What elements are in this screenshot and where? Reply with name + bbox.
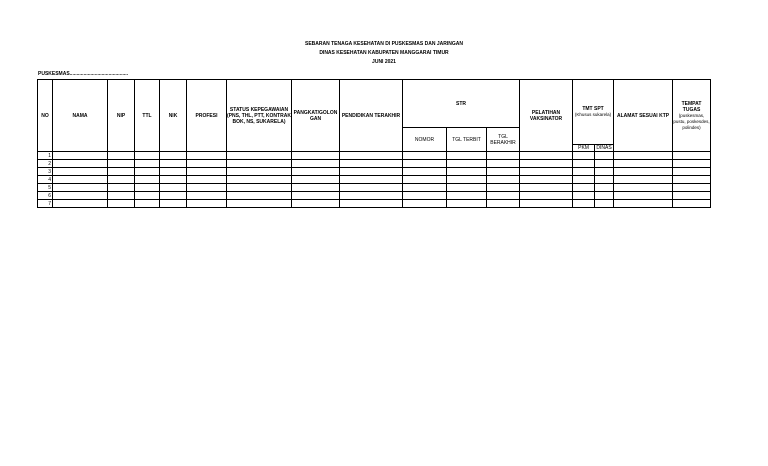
table-cell: [227, 192, 292, 200]
table-cell: [403, 200, 447, 208]
col-nama: NAMA: [53, 80, 108, 152]
table-cell: [292, 184, 340, 192]
table-cell: [108, 200, 135, 208]
table-row: [38, 160, 711, 168]
table-cell: [187, 200, 227, 208]
table-cell: [595, 192, 614, 200]
table-cell: [160, 160, 187, 168]
table-cell: [520, 200, 573, 208]
table-cell: [447, 152, 487, 160]
table-cell: [520, 168, 573, 176]
table-cell: [160, 184, 187, 192]
table-row: [38, 192, 711, 200]
table-cell: [447, 192, 487, 200]
table-cell: [487, 168, 520, 176]
table-cell: [292, 160, 340, 168]
table-cell: [673, 200, 711, 208]
table-cell: [614, 184, 673, 192]
table-cell: [595, 200, 614, 208]
table-cell: [403, 176, 447, 184]
col-pelatihan: PELATIHAN VAKSINATOR: [520, 80, 573, 152]
table-cell: [160, 168, 187, 176]
table-cell: [108, 168, 135, 176]
table-cell: [135, 176, 160, 184]
table-cell: [53, 152, 108, 160]
table-cell: [573, 168, 595, 176]
table-cell: [135, 160, 160, 168]
table-cell: [447, 168, 487, 176]
table-cell: [160, 176, 187, 184]
table-cell: [614, 152, 673, 160]
table-row: [38, 168, 711, 176]
tmt-spt-label: TMT SPT: [582, 106, 604, 112]
table-cell: [135, 184, 160, 192]
table-cell: [108, 192, 135, 200]
table-cell: [595, 184, 614, 192]
col-str-tgl-terbit: TGL TERBIT: [447, 128, 487, 152]
table-cell: [108, 160, 135, 168]
table-cell: [487, 152, 520, 160]
table-cell: [227, 152, 292, 160]
table-cell: [614, 200, 673, 208]
table-cell: [403, 184, 447, 192]
row-number: 1: [38, 152, 53, 160]
table-cell: [160, 200, 187, 208]
table-cell: [340, 184, 403, 192]
table-cell: [447, 184, 487, 192]
table-cell: [573, 200, 595, 208]
table-cell: [340, 152, 403, 160]
table-cell: [520, 176, 573, 184]
table-cell: [135, 200, 160, 208]
table-cell: [673, 160, 711, 168]
table-cell: [187, 184, 227, 192]
col-no: NO: [38, 80, 53, 152]
table-cell: [187, 176, 227, 184]
table-cell: [520, 192, 573, 200]
report-title: SEBARAN TENAGA KESEHATAN DI PUSKESMAS DAN JARINGAN: [305, 41, 463, 47]
table-cell: [135, 168, 160, 176]
table-cell: [487, 160, 520, 168]
table-cell: [573, 192, 595, 200]
table-cell: [53, 176, 108, 184]
table-cell: [673, 176, 711, 184]
col-pendidikan: PENDIDIKAN TERAKHIR: [340, 80, 403, 152]
col-str-tgl-berakhir: TGL BERAKHIR: [487, 128, 520, 152]
table-cell: [227, 184, 292, 192]
tmt-spt-note: (Khusus sukarela): [574, 112, 612, 117]
col-ttl: TTL: [135, 80, 160, 152]
col-status: STATUS KEPEGAWAIAN (PNS, THL, PTT, KONTRAK BOK, NS, SUKARELA): [227, 80, 292, 152]
table-cell: [187, 192, 227, 200]
table-row: [38, 184, 711, 192]
col-tempat-tugas: [673, 80, 711, 152]
table-cell: [227, 200, 292, 208]
report-period: JUNI 2021: [372, 59, 396, 65]
row-number: 2: [38, 160, 53, 168]
table-cell: [673, 192, 711, 200]
table-cell: [520, 152, 573, 160]
table-cell: [340, 168, 403, 176]
col-nik: NIK: [160, 80, 187, 152]
table-cell: [53, 184, 108, 192]
col-tmt-dinas: DINAS: [596, 145, 612, 151]
table-cell: [403, 160, 447, 168]
col-str: STR: [403, 80, 520, 128]
table-cell: [53, 200, 108, 208]
table-cell: [595, 152, 614, 160]
table-cell: [292, 176, 340, 184]
table-cell: [595, 160, 614, 168]
table-cell: [595, 168, 614, 176]
table-cell: [187, 160, 227, 168]
col-tmt-spt: [573, 80, 614, 145]
table-cell: [520, 184, 573, 192]
table-cell: [53, 168, 108, 176]
row-number: 4: [38, 176, 53, 184]
table-cell: [447, 200, 487, 208]
table-cell: [487, 192, 520, 200]
tempat-tugas-label: TEMPAT TUGAS: [681, 100, 702, 113]
staff-table: [37, 79, 711, 208]
row-number: 7: [38, 200, 53, 208]
table-cell: [614, 192, 673, 200]
table-cell: [227, 160, 292, 168]
table-cell: [135, 192, 160, 200]
table-cell: [614, 168, 673, 176]
table-cell: [573, 160, 595, 168]
table-cell: [160, 192, 187, 200]
table-cell: [108, 176, 135, 184]
table-cell: [135, 152, 160, 160]
table-cell: [187, 152, 227, 160]
table-cell: [487, 184, 520, 192]
col-tmt-pkm: PKM: [573, 145, 595, 152]
table-cell: [340, 192, 403, 200]
table-cell: [673, 184, 711, 192]
table-cell: [292, 152, 340, 160]
table-cell: [573, 176, 595, 184]
table-cell: [403, 152, 447, 160]
table-cell: [108, 184, 135, 192]
table-cell: [227, 176, 292, 184]
table-cell: [487, 176, 520, 184]
table-cell: [53, 160, 108, 168]
table-cell: [340, 200, 403, 208]
table-cell: [292, 168, 340, 176]
row-number: 5: [38, 184, 53, 192]
col-str-nomor: NOMOR: [403, 128, 447, 152]
table-cell: [614, 160, 673, 168]
col-pangkat: PANGKAT/GOLON GAN: [292, 80, 340, 152]
table-cell: [340, 160, 403, 168]
table-cell: [573, 152, 595, 160]
row-number: 3: [38, 168, 53, 176]
table-cell: [187, 168, 227, 176]
row-number: 6: [38, 192, 53, 200]
tempat-tugas-note: (puskesmas, pustu, poskesdes, polindes): [673, 112, 710, 130]
table-cell: [447, 160, 487, 168]
table-row: [38, 152, 711, 160]
table-cell: [673, 152, 711, 160]
table-row: [38, 176, 711, 184]
table-cell: [520, 160, 573, 168]
table-cell: [403, 192, 447, 200]
table-cell: [403, 168, 447, 176]
table-cell: [447, 176, 487, 184]
table-cell: [614, 176, 673, 184]
table-row: [38, 200, 711, 208]
table-cell: [487, 200, 520, 208]
table-cell: [292, 200, 340, 208]
table-cell: [108, 152, 135, 160]
puskesmas-label: PUSKESMAS..........................................: [38, 71, 129, 77]
table-cell: [227, 168, 292, 176]
col-alamat: ALAMAT SESUAI KTP: [614, 80, 673, 152]
col-profesi: PROFESI: [187, 80, 227, 152]
report-subtitle: DINAS KESEHATAN KABUPATEN MANGGARAI TIMUR: [319, 50, 449, 56]
table-cell: [53, 192, 108, 200]
table-cell: [573, 184, 595, 192]
table-cell: [595, 176, 614, 184]
table-cell: [673, 168, 711, 176]
table-cell: [292, 192, 340, 200]
table-cell: [340, 176, 403, 184]
col-nip: NIP: [108, 80, 135, 152]
table-cell: [160, 152, 187, 160]
